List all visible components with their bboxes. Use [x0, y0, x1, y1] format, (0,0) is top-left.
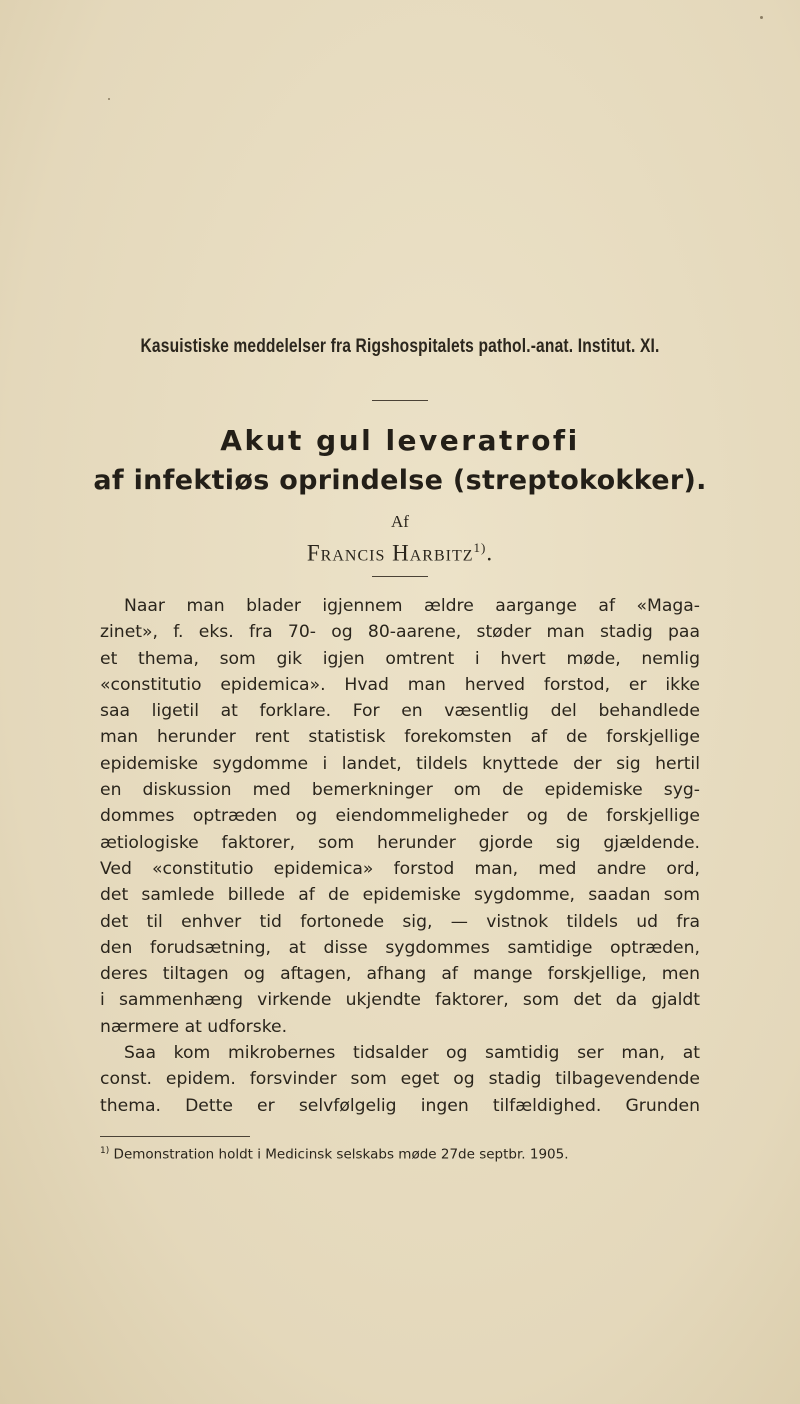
footnote-divider	[100, 1136, 250, 1137]
body-line: deres tiltagen og aftagen, afhang af mange forskjellige, men	[100, 964, 700, 985]
body-line: et thema, som gik igjen omtrent i hvert møde, nemlig	[100, 648, 700, 669]
footnote-marker: 1)	[100, 1146, 110, 1156]
body-line: nærmere at udforske.	[100, 1016, 288, 1037]
paper-speck	[760, 16, 763, 19]
body-line: den forudsætning, at disse sygdommes samtidige optræden,	[100, 937, 700, 958]
body-text	[100, 593, 700, 1119]
body-line: i sammenhæng virkende ukjendte faktorer, som det da gjaldt	[100, 990, 700, 1011]
body-line: det samlede billede af de epidemiske sygdomme, saadan som	[100, 885, 700, 906]
body-line: epidemiske sygdomme i landet, tildels knyttede der sig hertil	[100, 753, 700, 774]
author-line: Francis Harbitz$^{1)}$.	[306, 540, 494, 566]
title-divider-bottom	[372, 576, 428, 577]
footnote-text: Demonstration holdt i Medicinsk selskabs møde 27de septbr. 1905.	[113, 1146, 569, 1163]
article-title-line1: Akut gul leveratrofi	[220, 424, 580, 457]
body-line: zinet», f. eks. fra 70- og 80-aarene, støder man stadig paa	[100, 622, 700, 643]
byline-af: Af	[391, 512, 409, 531]
body-line: ætiologiske faktorer, som herunder gjorde sig gjældende.	[100, 832, 700, 853]
title-divider-top	[372, 400, 428, 401]
body-line: const. epidem. forsvinder som eget og stadig tilbagevendende	[100, 1069, 700, 1090]
author-name: Francis Harbitz	[306, 540, 474, 566]
body-line: «constitutio epidemica». Hvad man herved forstod, er ikke	[100, 674, 700, 695]
body-line: man herunder rent statistisk forekomsten af de forskjellige	[100, 727, 700, 748]
body-line: Ved «constitutio epidemica» forstod man, med andre ord,	[100, 858, 700, 879]
body-line: thema. Dette er selvfølgelig ingen tilfældighed. Grunden	[100, 1095, 700, 1116]
body-line: Naar man blader igjennem ældre aargange af «Maga-	[124, 596, 700, 616]
series-header: Kasuistiske meddelelser fra Rigshospitalets pathol.-anat. Institut. XI.	[140, 336, 660, 357]
paper-speck	[108, 98, 110, 100]
body-line: en diskussion med bemerkninger om de epidemiske syg-	[100, 780, 700, 801]
body-line: Saa kom mikrobernes tidsalder og samtidig ser man, at	[124, 1043, 700, 1064]
author-footnote-marker: 1)	[473, 540, 487, 555]
body-line: saa ligetil at forklare. For en væsentlig del behandlede	[100, 701, 700, 722]
article-title-line2: af infektiøs oprindelse (streptokokker).	[93, 465, 707, 496]
body-line: det til enhver tid fortonede sig, — vistnok tildels ud fra	[100, 911, 700, 932]
footnote	[100, 1146, 700, 1163]
body-line: dommes optræden og eiendommeligheder og de forskjellige	[100, 806, 700, 827]
